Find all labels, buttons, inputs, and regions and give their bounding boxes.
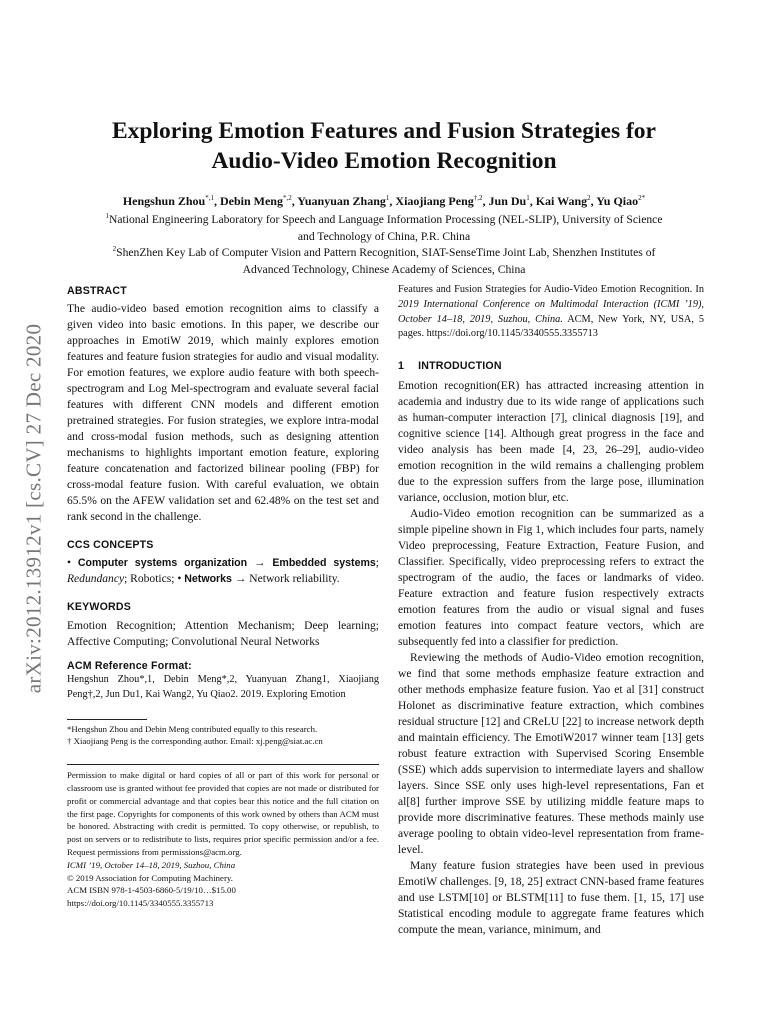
author: Jun Du$^1$: [488, 194, 530, 208]
acm-reference-heading: ACM Reference Format:: [67, 660, 192, 672]
right-column: [398, 283, 704, 938]
author: Kai Wang$^2$: [535, 194, 591, 208]
abstract-heading: ABSTRACT: [67, 285, 127, 297]
affiliation-2: $^2$ShenZhen Key Lab of Computer Vision and Pattern Recognition, SIAT-SenseTime Joint Lab, Shenzhen Institutes of Advanced Technology, Chinese Academy of Sciences, China: [112, 245, 656, 276]
arxiv-identifier: [14, 268, 54, 748]
introduction-body: [398, 378, 704, 938]
abstract-text: The audio-video based emotion recognition aims to classify a given video into basic emotions. In this paper, we describe our approaches in EmotiW 2019, which mainly explores emotion features and feature fusion strategies for audio and visual modality. For emotion features, we explore audio feature with both speech-spectrogram and Log Mel-spectrogram and evaluate several facial features with different CNN models and different emotion pretrained strategies. For fusion strategies, we explore intra-modal and cross-modal fusion methods, such as designing attention mechanisms to highlights important emotion feature, exploring feature concatenation and factorized bilinear pooling (FBP) for cross-modal feature fusion. With careful evaluation, we obtain 65.5% on the AFEW validation set and 62.48% on the test set and rank second in the challenge.: [67, 303, 379, 523]
author: Hengshun Zhou$^{*,1}$: [122, 194, 214, 208]
title-line-2: Audio-Video Emotion Recognition: [211, 148, 557, 174]
author-list: Hengshun Zhou$^{*,1}$, Debin Meng$^{*,2}$, Yuanyuan Zhang$^1$, Xiaojiang Peng$^{\dagger,2}$, Jun Du$^1$, Kai Wang$^2$, Yu Qiao$^{2*}$: [122, 194, 646, 208]
permission-block: [67, 769, 379, 910]
keywords-text: Emotion Recognition; Attention Mechanism; Deep learning; Affective Computing; Convolutional Neural Networks: [67, 620, 379, 648]
arxiv-identifier-text: arXiv:2012.13912v1 [cs.CV] 27 Dec 2020: [21, 323, 46, 693]
acm-reference-authors: Hengshun Zhou*,1, Debin Meng*,2, Yuanyuan Zhang1, Xiaojiang Peng†,2, Jun Du1, Kai Wang2, Yu Qiao2. 2019. Exploring Emotion: [67, 674, 379, 700]
author: Debin Meng$^{*,2}$: [219, 194, 292, 208]
ccs-heading: CCS CONCEPTS: [67, 539, 154, 551]
permission-copyright: © 2019 Association for Computing Machinery.: [67, 872, 233, 883]
footnote-corresponding-author: † Xiaojiang Peng is the corresponding author. Email: xj.peng@siat.ac.cn: [67, 736, 323, 747]
permission-venue: ICMI ’19, October 14–18, 2019, Suzhou, China: [67, 859, 236, 870]
acm-reference-continued: Features and Fusion Strategies for Audio-Video Emotion Recognition. In 2019 International Conference on Multimodal Interaction (ICMI ’19), October 14–18, 2019, Suzhou, China. ACM, New York, NY, USA, 5 pages. https://doi.org/10.1145/3340555.3355713: [398, 284, 704, 340]
author: Yu Qiao$^{2*}$: [596, 194, 646, 208]
permission-isbn: ACM ISBN 978-1-4503-6860-5/19/10…$15.00: [67, 885, 236, 896]
intro-paragraph-2: Audio-Video emotion recognition can be summarized as a simple pipeline shown in Fig 1, which includes four parts, namely Video preprocessing, Feature Extraction, Feature Fusion, and Classifier. Specifically, video preprocessing refers to extract the spectrogram of the audio, the faces or landmarks of video. Feature extraction and feature fusion respectively extracts emotion features from the audio or visual signal and fuses emotion features into compact feature vectors, which are subsequently fed into a classifier for prediction.: [398, 508, 704, 649]
permission-doi: https://doi.org/10.1145/3340555.3355713: [67, 898, 214, 909]
introduction-heading: 1 INTRODUCTION: [398, 360, 502, 373]
left-column: [67, 285, 379, 910]
author: Xiaojiang Peng$^{\dagger,2}$: [395, 194, 483, 208]
footnote-rule: [67, 719, 147, 720]
keywords-heading: KEYWORDS: [67, 601, 131, 613]
paper-title: [50, 116, 718, 176]
intro-paragraph-3: Reviewing the methods of Audio-Video emotion recognition, we find that some methods emphasize feature extraction and other methods emphasize feature fusion. Yao et al [31] construct Holonet as discriminative feature extraction, which combines residual structure [12] and CReLU [22] to increase network depth and maintain efficiency. The EmotiW2017 winner team [13] gets robust feature extraction with Supervised Scoring Ensemble (SSE) which adds supervision to intermediate layers and shallow layers. Since SSE only uses high-level representations, Fan et al[8] further improve SSE by utilizing middle feature maps to provide more discriminative features. These methods mainly use average pooling to obtain video-level representation from frame-level.: [398, 652, 704, 857]
affiliation-1: $^1$National Engineering Laboratory for Speech and Language Information Processing (NEL-SLIP), University of Science and Technology of China, P.R. China: [105, 212, 663, 243]
intro-paragraph-4: Many feature fusion strategies have been used in previous EmotiW challenges. [9, 18, 25] extract CNN-based frame features and use LSTM[10] or BLSTM[11] to fuse them. [1, 15, 17] use Statistical encoding module to aggregate frame features which compute the mean, variance, minimum, and: [398, 860, 704, 937]
permission-text: Permission to make digital or hard copies of all or part of this work for personal or classroom use is granted without fee provided that copies are not made or distributed for profit or commercial advantage and that copies bear this notice and the full citation on the first page. Copyrights for components of this work owned by others than ACM must be honored. Abstracting with credit is permitted. To copy otherwise, or republish, to post on servers or to redistribute to lists, requires prior specific permission and/or a fee. Request permissions from permissions@acm.org.: [67, 770, 379, 857]
title-line-1: Exploring Emotion Features and Fusion Strategies for: [112, 118, 656, 144]
author: Yuanyuan Zhang$^1$: [297, 194, 390, 208]
permission-rule: [67, 764, 379, 765]
footnote-equal-contribution: *Hengshun Zhou and Debin Meng contributed equally to this research.: [67, 723, 318, 734]
intro-paragraph-1: Emotion recognition(ER) has attracted increasing attention in academia and industry due to its wide range of applications such as human-computer interaction [7], clinical diagnosis [19], and cognitive science [14]. Although great progress in the face and video analysis has been made [4, 23, 26–29], audio-video emotion recognition in the wild remains a challenging problem due to the expression suffers from the large pose, illumination variance, occlusion, motion blur, etc.: [398, 380, 704, 505]
ccs-concepts: • Computer systems organization → Embedded systems; Redundancy; Robotics; • Networks → Network reliability.: [67, 557, 380, 585]
